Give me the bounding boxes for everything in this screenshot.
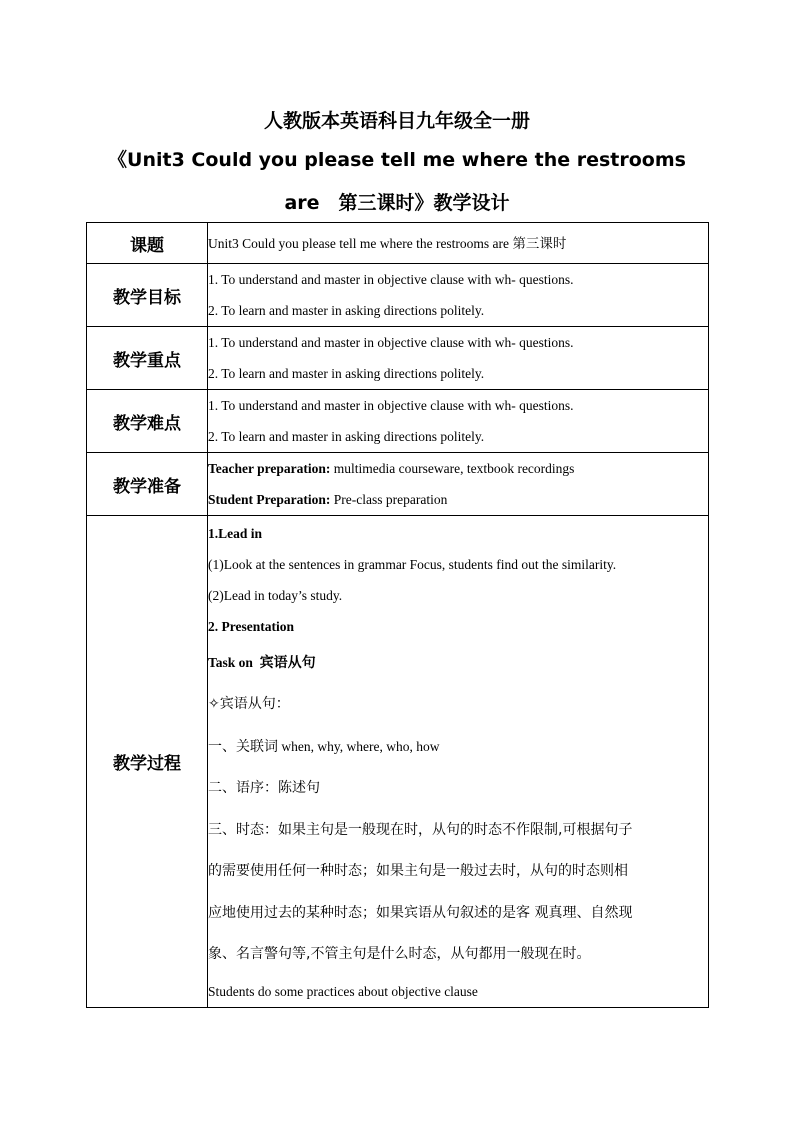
item-tense-line-4: 象、名言警句等,不管主句是什么时态，从句都用一般现在时。 [208, 946, 591, 962]
item-tense-line-1: 三、时态：如果主句是一般现在时，从句的时态不作限制,可根据句子 [208, 821, 633, 838]
item-tense-line-2: 的需要使用任何一种时态；如果主句是一般过去时，从句的时态则相 [208, 863, 628, 879]
row-goals [87, 264, 709, 327]
row-topic [87, 223, 709, 264]
doc-title-line-2: 《Unit3 Could you please tell me where the restrooms [108, 149, 686, 171]
lead-in-heading: 1.Lead in [208, 526, 263, 541]
content-difficulties [208, 390, 709, 453]
teacher-preparation [208, 453, 708, 484]
presentation-heading: 2. Presentation [208, 619, 294, 634]
content-key-points [208, 327, 709, 390]
content-goals [208, 264, 709, 327]
item-word-order: 二、语序：陈述句 [208, 780, 320, 796]
label-process: 教学过程 [87, 516, 208, 1008]
content-preparation [208, 453, 709, 516]
goal-line-1: 1. To understand and master in objective clause with wh- questions. [208, 272, 574, 287]
item-tense-line-3: 应地使用过去的某种时态；如果宾语从句叙述的是客 观真理、自然现 [208, 904, 633, 921]
label-difficulties: 教学难点 [87, 390, 208, 453]
label-topic: 课题 [87, 223, 208, 264]
row-difficulties [87, 390, 709, 453]
item-connectives [208, 726, 708, 769]
label-key-points: 教学重点 [87, 327, 208, 390]
practice-line: Students do some practices about objective clause [208, 983, 478, 999]
student-preparation-value: Pre-class preparation [330, 492, 448, 507]
content-process [208, 516, 709, 1008]
key-point-line-1: 1. To understand and master in objective clause with wh- questions. [208, 335, 574, 350]
difficulty-line-2: 2. To learn and master in asking directions politely. [208, 429, 485, 444]
item-connectives-label: 一、关联词 [208, 738, 278, 755]
label-preparation: 教学准备 [87, 453, 208, 516]
goal-line-2: 2. To learn and master in asking directions politely. [208, 303, 485, 318]
teacher-preparation-value: multimedia courseware, textbook recordings [330, 461, 575, 476]
label-goals: 教学目标 [87, 264, 208, 327]
doc-title-line-1: 人教版本英语科目九年级全一册 [263, 110, 530, 132]
task-line [208, 642, 708, 684]
student-preparation [208, 484, 708, 515]
task-topic: 宾语从句 [259, 655, 316, 671]
row-key-points [87, 327, 709, 390]
lead-in-step-1: (1)Look at the sentences in grammar Focus, students find out the similarity. [208, 557, 617, 572]
difficulty-line-1: 1. To understand and master in objective clause with wh- questions. [208, 398, 574, 413]
row-preparation [87, 453, 709, 516]
student-preparation-label: Student Preparation: [208, 492, 331, 507]
topic-value: Unit3 Could you please tell me where the restrooms are 第三课时 [208, 235, 567, 251]
item-connectives-words: when, why, where, who, how [278, 738, 440, 754]
lead-in-step-2: (2)Lead in today’s study. [208, 588, 343, 603]
task-prefix: Task on [208, 655, 253, 670]
clause-heading: ✧宾语从句： [208, 696, 290, 712]
content-topic [208, 223, 709, 264]
doc-title-line-3: are 第三课时》教学设计 [284, 192, 510, 214]
key-point-line-2: 2. To learn and master in asking directions politely. [208, 366, 485, 381]
row-process [87, 516, 709, 1008]
lesson-plan-table [86, 222, 709, 1008]
teacher-preparation-label: Teacher preparation: [208, 461, 331, 476]
